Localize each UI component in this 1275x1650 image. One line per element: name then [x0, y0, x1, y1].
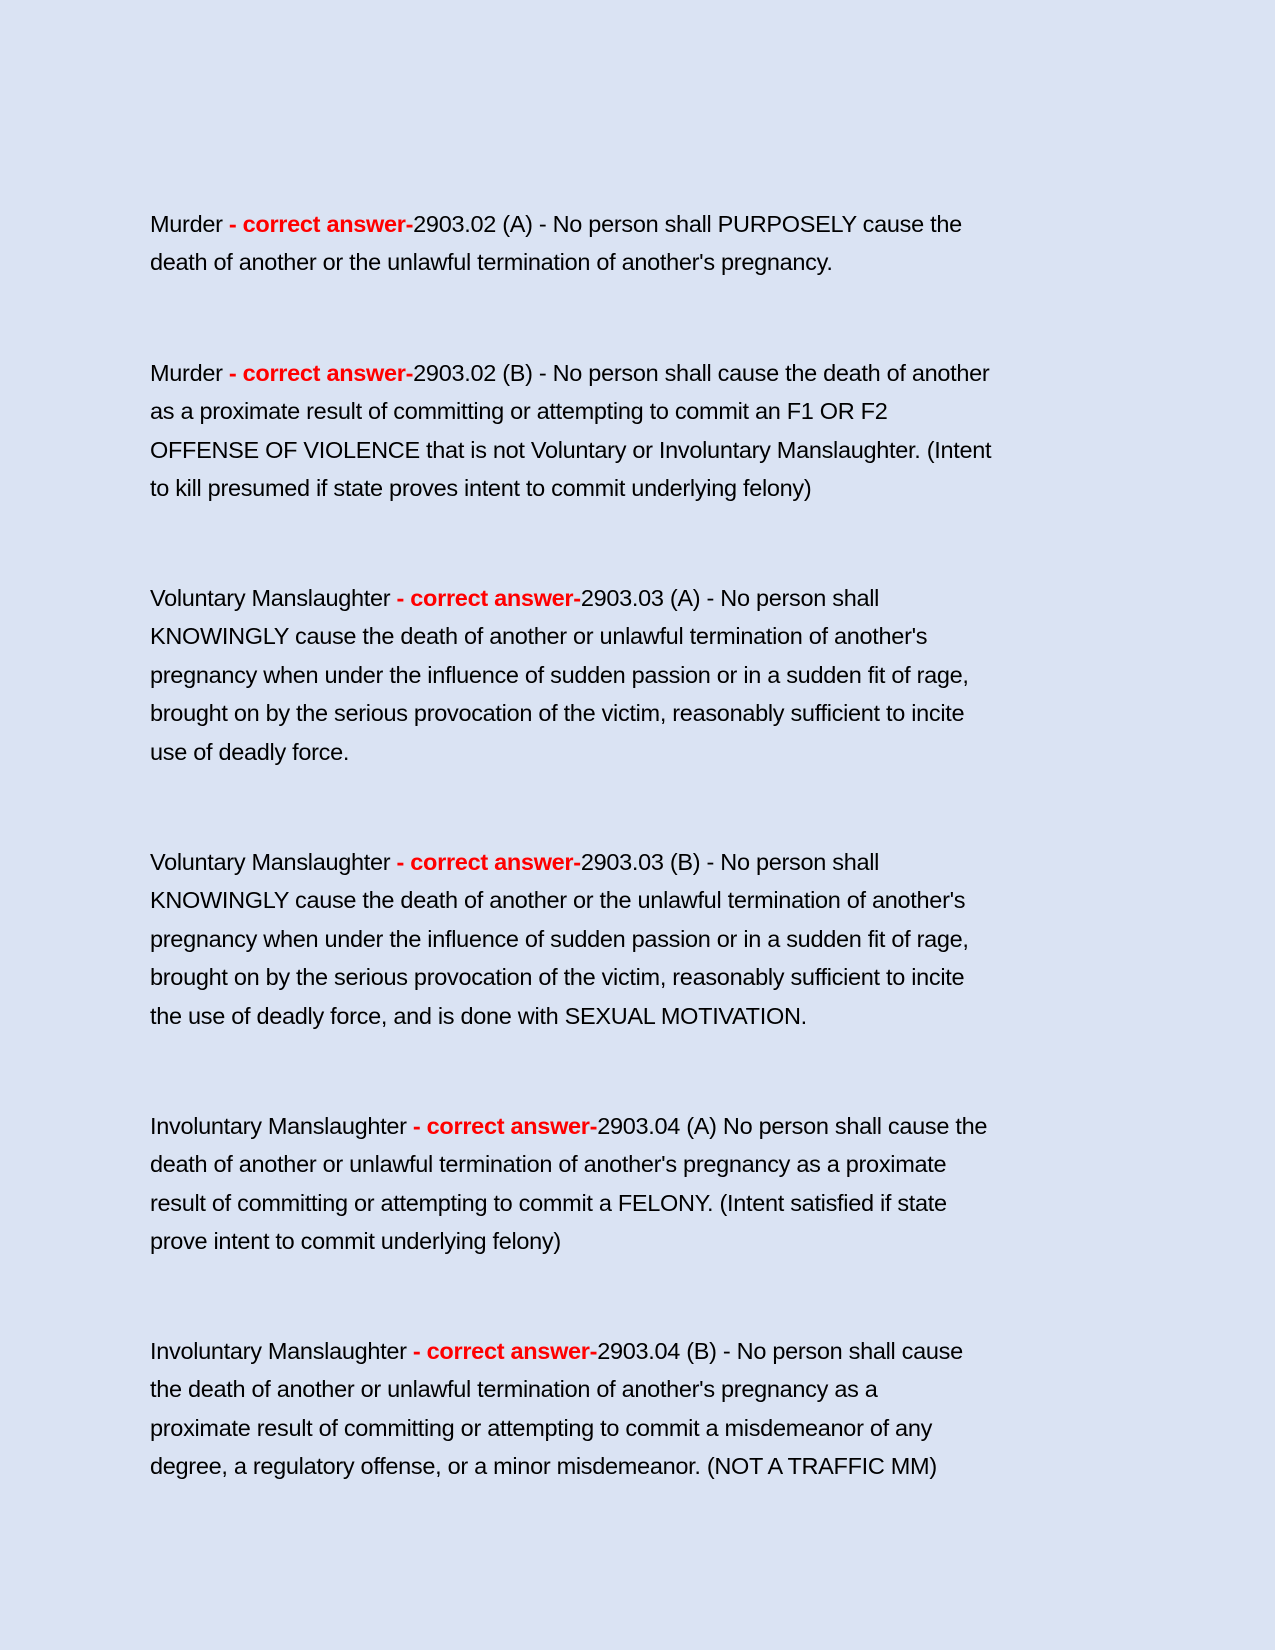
card-term: Murder [150, 360, 229, 386]
card-term: Involuntary Manslaughter [150, 1338, 413, 1364]
card-line [150, 205, 1150, 243]
card-definition: pregnancy when under the influence of sudden passion or in a sudden fit of rage, [150, 661, 969, 688]
card-line [150, 997, 1150, 1035]
card-definition: pregnancy when under the influence of sudden passion or in a sudden fit of rage, [150, 925, 969, 952]
card-line [150, 1107, 1150, 1145]
card-definition: 2903.03 (B) - No person shall [580, 849, 880, 875]
card-line [150, 958, 1150, 996]
flashcard [150, 1107, 1150, 1261]
card-line [150, 1409, 1150, 1447]
card-line [150, 354, 1150, 392]
card-line [150, 431, 1150, 469]
card-line [150, 920, 1150, 958]
flashcard [150, 579, 1150, 771]
card-definition: 2903.04 (B) - No person shall cause [597, 1338, 963, 1364]
card-definition: brought on by the serious provocation of the victim, reasonably sufficient to incite [150, 964, 965, 991]
card-line [150, 469, 1150, 507]
card-definition: prove intent to commit underlying felony) [150, 1228, 561, 1255]
card-line [150, 843, 1150, 881]
card-definition: death of another or the unlawful termination of another's pregnancy. [150, 249, 833, 276]
card-definition: use of deadly force. [150, 738, 350, 765]
flashcard [150, 1332, 1150, 1486]
correct-answer-label: - correct answer- [412, 1113, 598, 1139]
card-definition: to kill presumed if state proves intent to commit underlying felony) [150, 475, 812, 502]
card-definition: KNOWINGLY cause the death of another or the unlawful termination of another's [150, 887, 966, 914]
card-line [150, 579, 1150, 617]
card-line [150, 1145, 1150, 1183]
correct-answer-label: - correct answer- [412, 1338, 598, 1364]
card-line [150, 1332, 1150, 1370]
card-definition: proximate result of committing or attempting to commit a misdemeanor of any [150, 1414, 933, 1441]
card-definition: brought on by the serious provocation of the victim, reasonably sufficient to incite [150, 700, 965, 727]
card-definition: 2903.04 (A) No person shall cause the [597, 1113, 988, 1139]
card-definition: as a proximate result of committing or attempting to commit an F1 OR F2 [150, 398, 888, 425]
card-term: Voluntary Manslaughter [150, 585, 397, 611]
card-line [150, 392, 1150, 430]
card-line [150, 1370, 1150, 1408]
card-definition: 2903.03 (A) - No person shall [580, 585, 880, 611]
card-term: Voluntary Manslaughter [150, 849, 397, 875]
correct-answer-label: - correct answer- [396, 585, 581, 611]
card-line [150, 1184, 1150, 1222]
card-definition: the death of another or unlawful termination of another's pregnancy as a [150, 1376, 878, 1403]
card-term: Murder [150, 211, 229, 237]
flashcard [150, 354, 1150, 508]
card-definition: 2903.02 (A) - No person shall PURPOSELY cause the [413, 211, 962, 237]
card-definition: result of committing or attempting to commit a FELONY. (Intent satisfied if state [150, 1189, 947, 1216]
card-line [150, 656, 1150, 694]
card-line [150, 694, 1150, 732]
card-line [150, 617, 1150, 655]
card-definition: the use of deadly force, and is done with SEXUAL MOTIVATION. [150, 1002, 807, 1029]
flashcard [150, 843, 1150, 1035]
correct-answer-label: - correct answer- [228, 211, 414, 237]
card-definition: death of another or unlawful termination of another's pregnancy as a proximate [150, 1151, 947, 1178]
correct-answer-label: - correct answer- [396, 849, 581, 875]
card-definition: OFFENSE OF VIOLENCE that is not Voluntary or Involuntary Manslaughter. (Intent [150, 436, 992, 463]
card-line [150, 733, 1150, 771]
card-term: Involuntary Manslaughter [150, 1113, 413, 1139]
flashcard [150, 205, 1150, 282]
card-definition: KNOWINGLY cause the death of another or unlawful termination of another's [150, 623, 928, 650]
card-definition: degree, a regulatory offense, or a minor misdemeanor. (NOT A TRAFFIC MM) [150, 1453, 937, 1480]
card-line [150, 881, 1150, 919]
card-definition: 2903.02 (B) - No person shall cause the death of another [413, 360, 990, 386]
correct-answer-label: - correct answer- [228, 360, 414, 386]
card-line [150, 1447, 1150, 1485]
card-line [150, 1222, 1150, 1260]
card-line [150, 243, 1150, 281]
